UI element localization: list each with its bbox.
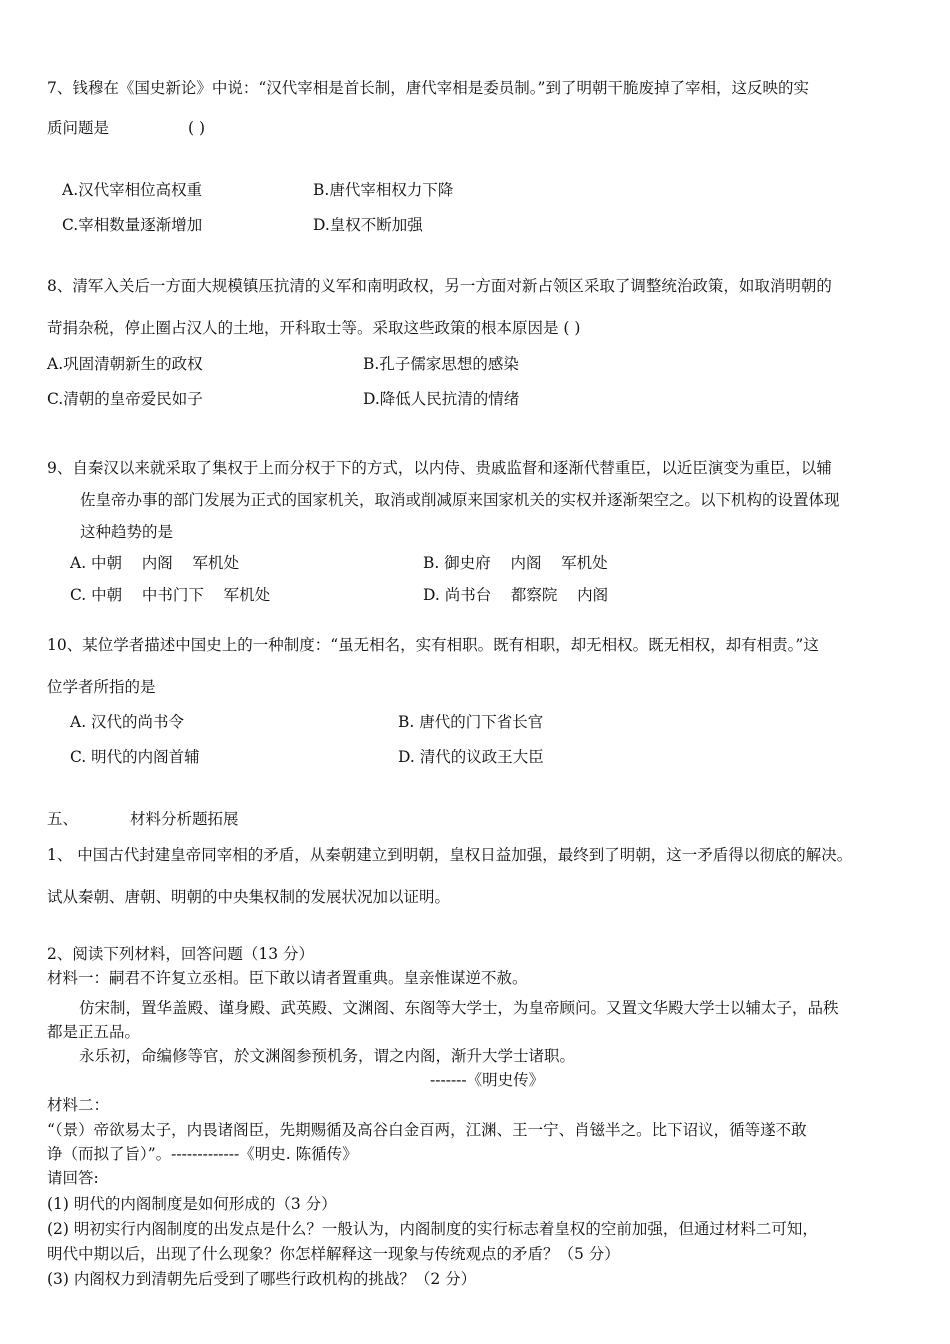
q10-stem-line1: 10、某位学者描述中国史上的一种制度：“虽无相名，实有相职。既有相职，却无相权。既无相权，却有相责。”这 — [47, 636, 819, 654]
s2-material1-line2: 仿宋制，置华盖殿、谨身殿、武英殿、文渊阁、东阁等大学士，为皇帝顾问。又置文华殿大学士以辅太子，品秩 — [79, 999, 839, 1017]
q9-stem-line3: 这种趋势的是 — [80, 523, 174, 541]
q7-option-c: C.宰相数量逐渐增加 — [62, 216, 203, 234]
q8-option-a: A.巩固清朝新生的政权 — [47, 355, 203, 373]
q9-option-c: C. 中朝 中书门下 军机处 — [70, 586, 271, 604]
s2-part2-line2: 明代中期以后，出现了什么现象？你怎样解释这一现象与传统观点的矛盾？（5 分） — [47, 1245, 620, 1263]
q9-option-b: B. 御史府 内阁 军机处 — [423, 554, 608, 572]
q9-stem-line1: 9、自秦汉以来就采取了集权于上而分权于下的方式，以内侍、贵戚监督和逐渐代替重臣，以近臣演变为重臣，以辅 — [47, 459, 832, 477]
q7-option-a: A.汉代宰相位高权重 — [62, 181, 203, 199]
q10-option-b: B. 唐代的门下省长官 — [398, 713, 544, 731]
q8-option-d: D.降低人民抗清的情绪 — [363, 390, 520, 408]
s2-part2-line1: (2) 明初实行内阁制度的出发点是什么？一般认为，内阁制度的实行标志着皇权的空前加强，但通过材料二可知， — [47, 1220, 818, 1238]
q9-option-d: D. 尚书台 都察院 内阁 — [423, 586, 609, 604]
section-number: 五、 — [47, 810, 79, 828]
q8-option-b: B.孔子儒家思想的感染 — [363, 355, 519, 373]
q10-option-c: C. 明代的内阁首辅 — [70, 748, 200, 766]
s2-part3: (3) 内阁权力到清朝先后受到了哪些行政机构的挑战？（2 分） — [47, 1270, 477, 1288]
s2-material1-line1: 材料一：嗣君不许复立丞相。臣下敢以请者置重典。皇亲惟谋逆不赦。 — [47, 969, 528, 987]
q10-stem-line2: 位学者所指的是 — [47, 678, 156, 696]
q8-stem-line2: 苛捐杂税，停止圈占汉人的土地，开科取士等。采取这些政策的根本原因是 ( ) — [47, 319, 581, 337]
section-title: 材料分析题拓展 — [130, 810, 239, 828]
s2-ask-label: 请回答: — [47, 1169, 99, 1187]
q7-option-b: B.唐代宰相权力下降 — [313, 181, 454, 199]
q7-stem-line2: 质问题是 — [47, 119, 110, 137]
s2-material1-line4: 永乐初，命编修等官，於文渊阁参预机务，谓之内阁，渐升大学士诸职。 — [79, 1047, 576, 1065]
s2-part1: (1) 明代的内阁制度是如何形成的（3 分） — [47, 1195, 337, 1213]
s1-stem-line1: 1、 中国古代封建皇帝同宰相的矛盾，从秦朝建立到明朝，皇权日益加强，最终到了明朝，这一矛盾得以彻底的解决。 — [47, 846, 853, 864]
q10-option-a: A. 汉代的尚书令 — [70, 713, 185, 731]
q9-option-a: A. 中朝 内阁 军机处 — [70, 554, 239, 572]
s2-material1-line3: 都是正五品。 — [47, 1023, 141, 1041]
q8-stem-line1: 8、清军入关后一方面大规模镇压抗清的义军和南明政权，另一方面对新占领区采取了调整统治政策，如取消明朝的 — [47, 277, 832, 295]
s2-material2-label: 材料二： — [47, 1096, 110, 1114]
q7-answer-paren: ( ) — [188, 119, 206, 137]
q9-stem-line2: 佐皇帝办事的部门发展为正式的国家机关，取消或削减原来国家机关的实权并逐渐架空之。以下机构的设置体现 — [80, 491, 840, 509]
q7-option-d: D.皇权不断加强 — [313, 216, 423, 234]
s2-material1-source: -------《明史传》 — [430, 1071, 545, 1089]
s2-material2-line1: “（景）帝欲易太子，内畏诸阁臣，先期赐循及高谷白金百两，江渊、王一宁、肖镃半之。比下诏议，循等遂不敢 — [47, 1121, 807, 1139]
q8-option-c: C.清朝的皇帝爱民如子 — [47, 390, 203, 408]
s1-stem-line2: 试从秦朝、唐朝、明朝的中央集权制的发展状况加以证明。 — [47, 888, 451, 906]
q7-stem-line1: 7、钱穆在《国史新论》中说：“汉代宰相是首长制，唐代宰相是委员制。”到了明朝干脆废掉了宰相，这反映的实 — [47, 79, 809, 97]
q10-option-d: D. 清代的议政王大臣 — [398, 748, 544, 766]
s2-heading: 2、阅读下列材料，回答问题（13 分） — [47, 945, 315, 963]
s2-material2-line2: 诤（而拟了旨）”。-------------《明史. 陈循传》 — [47, 1145, 358, 1163]
